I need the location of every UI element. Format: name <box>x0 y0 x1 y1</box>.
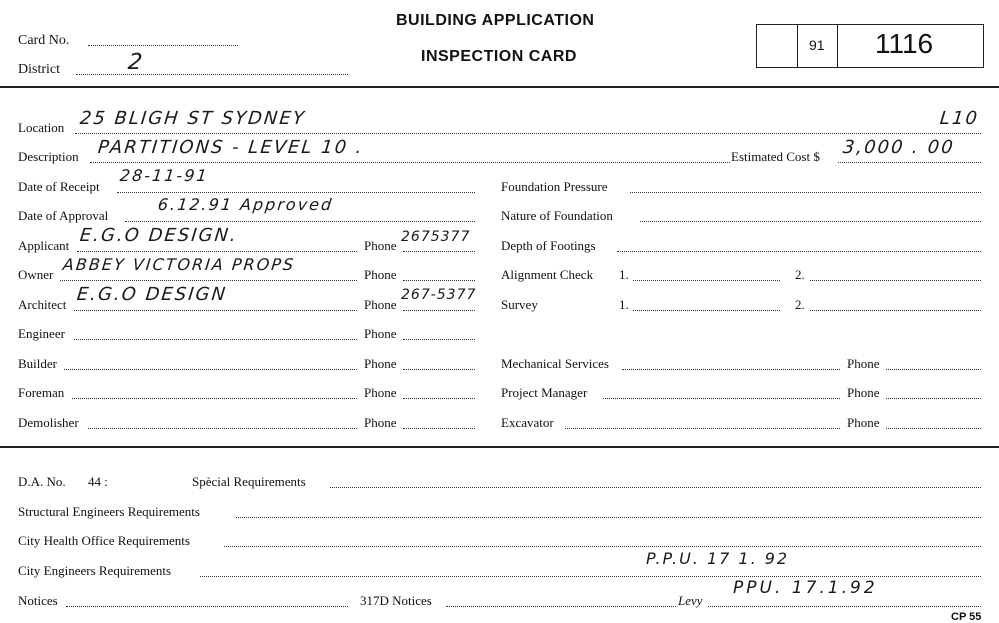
builder-phone-label: Phone <box>364 356 397 371</box>
card-title-line1: BUILDING APPLICATION <box>396 12 595 29</box>
architect-phone-value: 267-5377 <box>401 287 477 303</box>
engineer-label: Engineer <box>18 326 65 341</box>
card-no-label: Card No. <box>18 33 70 48</box>
builder-label: Builder <box>18 356 57 371</box>
structural-engineers-label: Structural Engineers Requirements <box>18 504 200 519</box>
applicant-label: Applicant <box>18 238 70 253</box>
city-health-office-label: City Health Office Requirements <box>18 533 190 548</box>
notices-317d-label: 317D Notices <box>360 593 432 608</box>
location-label: Location <box>18 120 65 135</box>
levy-label: Levy <box>678 593 703 608</box>
district-line <box>76 74 348 75</box>
estimated-cost-label: Estimated Cost $ <box>731 149 820 164</box>
middle-divider <box>0 446 999 448</box>
applicant-phone-label: Phone <box>364 238 397 253</box>
form-code: CP 55 <box>951 611 982 623</box>
nature-of-foundation-label: Nature of Foundation <box>501 208 613 223</box>
excavator-phone-label: Phone <box>847 415 880 430</box>
survey-2-label: 2. <box>795 297 805 312</box>
architect-label: Architect <box>18 297 67 312</box>
district-value: 2 <box>126 50 146 75</box>
location-value: 25 BLIGH ST SYDNEY <box>78 108 307 129</box>
city-engineers-value: P.P.U. 17 1. 92 <box>646 549 790 568</box>
owner-phone-label: Phone <box>364 267 397 282</box>
card-number: 1116 <box>875 28 934 59</box>
project-manager-label: Project Manager <box>501 385 588 400</box>
notices-label: Notices <box>18 593 58 608</box>
owner-value: ABBEY VICTORIA PROPS <box>62 255 297 274</box>
card-number-box <box>756 24 984 68</box>
mechanical-services-phone-label: Phone <box>847 356 880 371</box>
alignment-check-1-label: 1. <box>619 267 629 282</box>
da-no-value: 44 : <box>88 474 108 489</box>
applicant-value: E.G.O DESIGN. <box>78 225 239 246</box>
levy-value: PPU. 17.1.92 <box>733 578 878 598</box>
applicant-phone-value: 2675377 <box>401 229 471 245</box>
foundation-pressure-label: Foundation Pressure <box>501 179 608 194</box>
architect-value: E.G.O DESIGN <box>75 284 229 305</box>
architect-phone-label: Phone <box>364 297 397 312</box>
demolisher-phone-label: Phone <box>364 415 397 430</box>
owner-label: Owner <box>18 267 54 282</box>
foreman-phone-label: Phone <box>364 385 397 400</box>
date-of-approval-value: 6.12.91 Approved <box>157 195 335 214</box>
foreman-label: Foreman <box>18 385 65 400</box>
mechanical-services-label: Mechanical Services <box>501 356 609 371</box>
project-manager-phone-label: Phone <box>847 385 880 400</box>
special-requirements-label: Spècial Requirements <box>192 474 306 489</box>
survey-label: Survey <box>501 297 538 312</box>
da-no-label: D.A. No. <box>18 474 66 489</box>
description-label: Description <box>18 149 79 164</box>
engineer-phone-label: Phone <box>364 326 397 341</box>
alignment-check-2-label: 2. <box>795 267 805 282</box>
depth-of-footings-label: Depth of Footings <box>501 238 596 253</box>
date-of-receipt-label: Date of Receipt <box>18 179 100 194</box>
excavator-label: Excavator <box>501 415 554 430</box>
district-label: District <box>18 62 60 77</box>
description-value: PARTITIONS - LEVEL 10 . <box>96 137 365 158</box>
card-title-line2: INSPECTION CARD <box>421 48 577 65</box>
location-code: L10 <box>938 108 981 129</box>
alignment-check-label: Alignment Check <box>501 267 594 282</box>
survey-1-label: 1. <box>619 297 629 312</box>
city-engineers-label: City Engineers Requirements <box>18 563 172 578</box>
demolisher-label: Demolisher <box>18 415 79 430</box>
card-no-line <box>88 45 238 46</box>
date-of-approval-label: Date of Approval <box>18 208 109 223</box>
header-divider <box>0 86 999 88</box>
card-year: 91 <box>809 37 825 53</box>
date-of-receipt-value: 28-11-91 <box>119 166 210 185</box>
estimated-cost-value: 3,000 . 00 <box>841 137 956 158</box>
